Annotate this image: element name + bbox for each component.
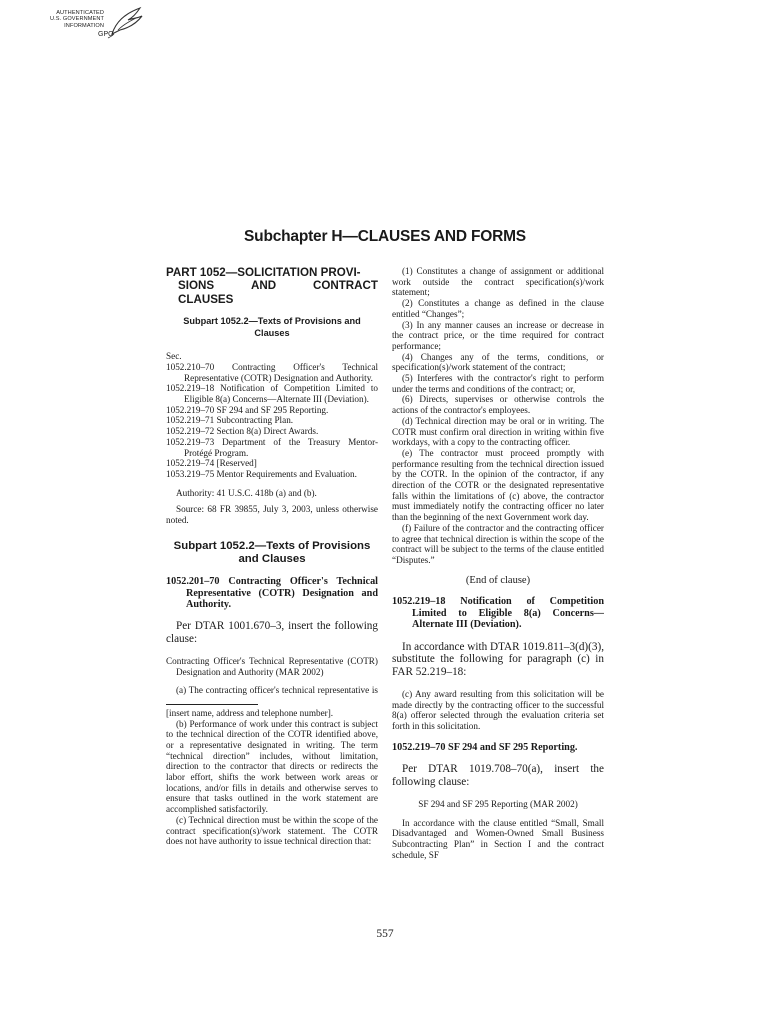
stamp-line: AUTHENTICATED <box>56 10 104 16</box>
stamp-text <box>28 10 104 29</box>
paragraph-a-text: (a) The contracting officer's technical representative is <box>176 685 378 696</box>
toc-entry: 1052.210–70 Contracting Officer's Technical Representative (COTR) Designation and Authority. <box>166 361 378 383</box>
instruction-paragraph: Per DTAR 1001.670–3, insert the following clause: <box>166 620 378 646</box>
section-heading-1052-219-70: 1052.219–70 SF 294 and SF 295 Reporting. <box>392 741 578 753</box>
sec-label: Sec. <box>166 351 182 362</box>
subpart-heading-small: Subpart 1052.2—Texts of Provisions and Clauses <box>183 316 361 338</box>
part-heading-line-1: PART 1052—SOLICITATION PROVI- <box>166 266 361 279</box>
clause-item: (d) Technical direction may be oral or in writing. The COTR must confirm oral direction in writing within five workdays, with a copy to the contracting officer. <box>392 415 604 448</box>
clause-item: (6) Directs, supervises or otherwise controls the actions of the contractor's employees. <box>392 394 604 416</box>
right-column <box>392 266 604 860</box>
clause-paragraph-b: (b) Performance of work under this contract is subject to the technical direction of the COTR identified above, or a representative designated in writing. The term “technical direction” includes, without limitation, direction to the contractor that directs or redirects the labor effort, shifts the work between work areas or locations, and/or fills in details and otherwise serves to ensure that tasks outlined in the work statement are accomplished satisfactorily. <box>166 718 378 815</box>
left-column <box>166 266 378 847</box>
stamp-gpo-label: GPO <box>98 31 114 38</box>
toc-entry: 1052.219–71 Subcontracting Plan. <box>166 415 294 426</box>
part-heading-line-3: CLAUSES <box>178 292 234 306</box>
stamp-line: INFORMATION <box>64 22 104 29</box>
section-heading-1052-201-70: 1052.201–70 Contracting Officer's Technical Representative (COTR) Designation and Authority. <box>166 576 378 610</box>
gpo-authentication-stamp <box>28 4 148 48</box>
fill-in-blank-line <box>166 696 258 705</box>
stamp-line: U.S. GOVERNMENT <box>49 16 104 23</box>
clause-title: SF 294 and SF 295 Reporting (MAR 2002) <box>418 798 578 809</box>
toc-entry: 1052.219–74 [Reserved] <box>166 458 257 469</box>
clause-item: (f) Failure of the contractor and the contracting officer to agree that technical direction is within the scope of the contract will be subject to the terms of the clause entitled “Disputes.” <box>392 522 604 565</box>
part-heading <box>166 266 378 306</box>
clause-item: (5) Interferes with the contractor's right to perform under the terms and conditions of the contract; or, <box>392 373 604 394</box>
clause-title: Contracting Officer's Technical Representative (COTR) Designation and Authority (MAR 2002) <box>166 655 378 677</box>
instruction-paragraph: Per DTAR 1019.708–70(a), insert the following clause: <box>392 763 604 789</box>
toc-entry: 1052.219–70 SF 294 and SF 295 Reporting. <box>166 404 329 415</box>
substitute-paragraph-c: (c) Any award resulting from this solicitation will be made directly by the contracting officer to the successful 8(a) offeror selected through the evaluation criteria set forth in this solicitation. <box>392 689 604 732</box>
toc-entry: 1052.219–18 Notification of Competition Limited to Eligible 8(a) Concerns—Alternate III (Deviation). <box>166 383 378 405</box>
clause-item: (4) Changes any of the terms, conditions, or specification(s)/work statement of the contract; <box>392 351 604 373</box>
part-heading-word: CONTRACT <box>312 279 378 293</box>
source-note: Source: 68 FR 39855, July 3, 2003, unless otherwise noted. <box>166 504 378 526</box>
clause-item: (3) In any manner causes an increase or decrease in the contract price, or the time required for contract performance; <box>392 319 604 351</box>
page-number: 557 <box>376 928 394 940</box>
authority-note: Authority: 41 U.S.C. 418b (a) and (b). <box>176 487 317 498</box>
toc-entry: 1052.219–72 Section 8(a) Direct Awards. <box>166 426 319 437</box>
part-heading-word: AND <box>250 279 277 293</box>
table-of-contents <box>166 362 378 480</box>
instruction-paragraph: In accordance with DTAR 1019.811–3(d)(3), substitute the following for paragraph (c) in FAR 52.219–18: <box>392 640 604 679</box>
clause-paragraph-a <box>166 685 378 707</box>
clause-item: (2) Constitutes a change as defined in the clause entitled “Changes”; <box>392 298 604 319</box>
toc-entry: 1052.219–73 Department of the Treasury Mentor-Protégé Program. <box>166 436 378 458</box>
clause-paragraph-c: (c) Technical direction must be within the scope of the contract specification(s)/work statement. The COTR does not have authority to issue technical direction that: <box>166 814 378 847</box>
insert-instruction: [insert name, address and telephone number]. <box>166 707 334 718</box>
part-heading-line-2 <box>166 279 378 292</box>
section-heading-1052-219-18: 1052.219–18 Notification of Competition Limited to Eligible 8(a) Concerns—Alternate III (Deviation). <box>392 596 604 631</box>
clause-item: (1) Constitutes a change of assignment or additional work outside the contract specification(s)/work statement; <box>392 266 604 298</box>
subchapter-title: Subchapter H—CLAUSES AND FORMS <box>244 228 526 245</box>
clause-item: (e) The contractor must proceed promptly with performance resulting from the technical direction issued by the COTR. In the opinion of the contractor, if any direction of the COTR or the designated representative falls within the limitations of (c) above, the contractor must immediately notify the contracting officer no later than the beginning of the next Government work day. <box>392 447 604 523</box>
end-of-clause: (End of clause) <box>465 574 531 586</box>
clause-body: In accordance with the clause entitled “Small, Small Disadvantaged and Women-Owned Small Business Subcontracting Plan” in Section I and the contract schedule, SF <box>392 817 604 860</box>
part-heading-word: SIONS <box>178 279 215 293</box>
toc-entry: 1053.219–75 Mentor Requirements and Evaluation. <box>166 468 357 479</box>
subpart-heading: Subpart 1052.2—Texts of Provisions and Clauses <box>173 539 371 565</box>
